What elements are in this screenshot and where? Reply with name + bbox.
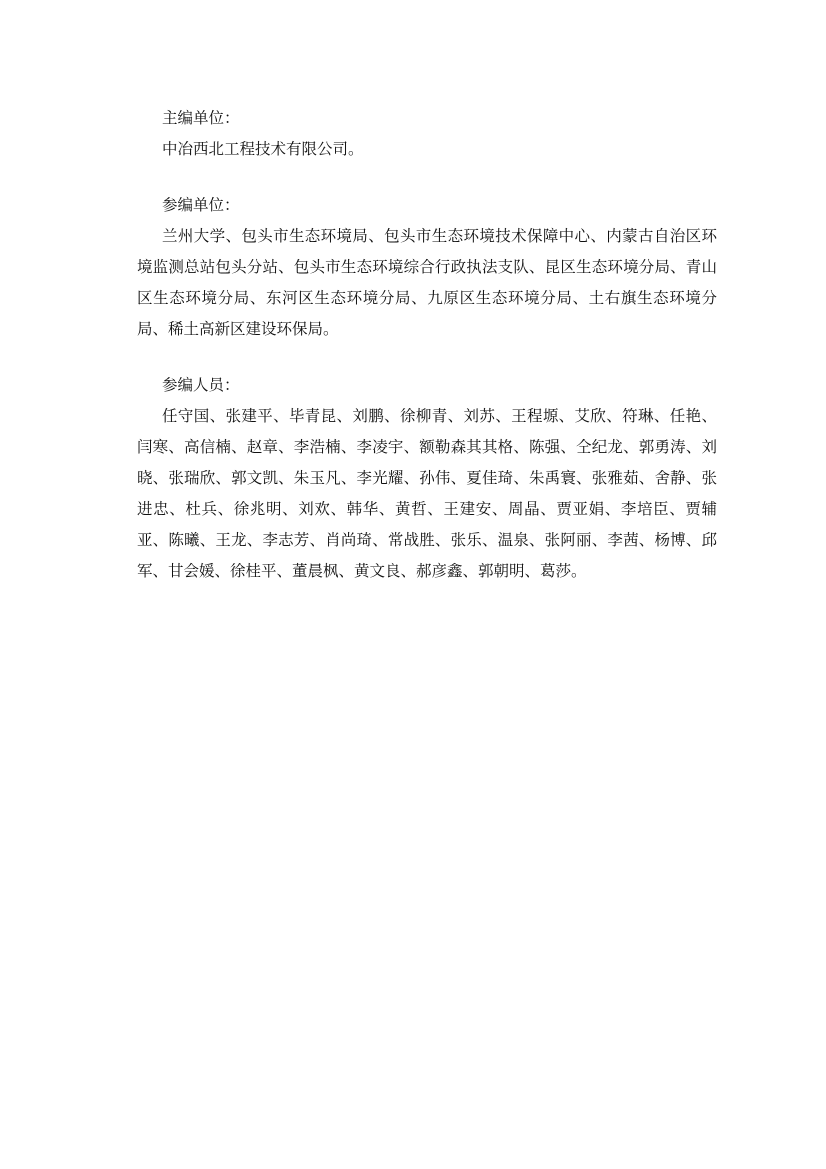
section-heading: 主编单位： <box>162 109 240 127</box>
section-chief-editor <box>137 103 717 165</box>
section-body: 任守国、张建平、毕青昆、刘鹏、徐柳青、刘苏、王程塬、艾欣、符琳、任艳、闫寒、高信楠、赵章、李浩楠、李凌宇、额勒森其其格、陈强、仝纪龙、郭勇涛、刘晓、张瑞欣、郭文凯、朱玉凡、李光耀、孙伟、夏佳琦、朱禹寰、张雅茹、舍静、张进忠、杜兵、徐兆明、刘欢、韩华、黄哲、王建安、周晶、贾亚娟、李培臣、贾辅亚、陈曦、王龙、李志芳、肖尚琦、常战胜、张乐、温泉、张阿丽、李茜、杨博、邱军、甘会媛、徐桂平、董晨枫、黄文良、郝彦鑫、郭朝明、葛莎。 <box>137 407 717 580</box>
section-heading: 参编人员： <box>162 376 240 394</box>
document-content <box>137 103 717 612</box>
section-body: 兰州大学、包头市生态环境局、包头市生态环境技术保障中心、内蒙古自治区环境监测总站包头分站、包头市生态环境综合行政执法支队、昆区生态环境分局、青山区生态环境分局、东河区生态环境分局、九原区生态环境分局、土右旗生态环境分局、稀土高新区建设环保局。 <box>137 227 717 338</box>
section-participating-units <box>137 190 717 345</box>
section-body: 中冶西北工程技术有限公司。 <box>162 140 364 158</box>
section-participating-personnel <box>137 370 717 587</box>
section-heading: 参编单位： <box>162 196 240 214</box>
